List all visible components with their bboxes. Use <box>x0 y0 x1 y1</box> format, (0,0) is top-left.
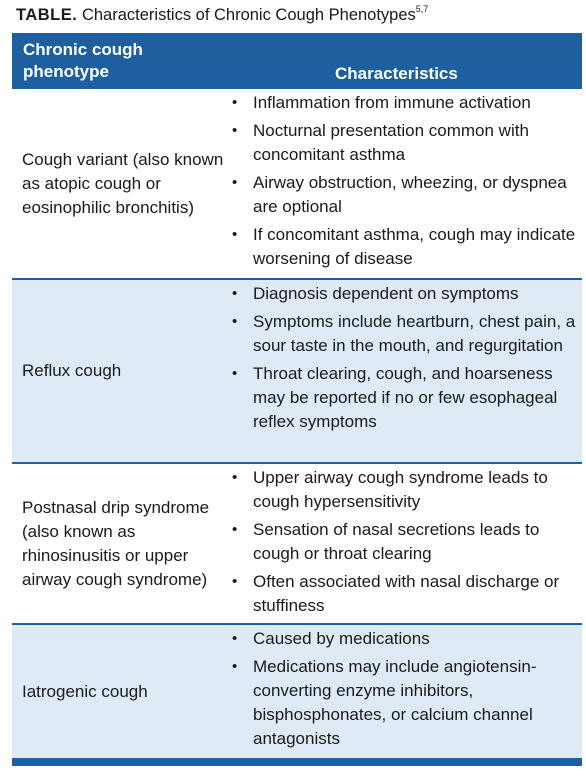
characteristics-list <box>232 282 577 438</box>
table-label: TABLE. <box>16 6 78 24</box>
bullet-icon: • <box>232 365 238 382</box>
list-item: • Throat clearing, cough, and hoarseness may be reported if no or few esophageal reflex symptoms <box>232 364 558 431</box>
list-item: • Often associated with nasal discharge or stuffiness <box>232 572 560 615</box>
bullet-icon: • <box>232 469 238 486</box>
list-item: • Medications may include angiotensin-converting enzyme inhibitors, bisphosphonates, or calcium channel antagonists <box>232 657 537 748</box>
table-row <box>12 625 582 758</box>
bullet-icon: • <box>232 94 238 111</box>
bullet-icon: • <box>232 521 238 538</box>
characteristics-list <box>232 466 577 622</box>
phenotype-cell: Iatrogenic cough <box>22 681 148 701</box>
table-row <box>12 89 582 280</box>
table-caption <box>16 4 428 26</box>
list-item: • If concomitant asthma, cough may indicate worsening of disease <box>232 225 576 268</box>
list-item: • Diagnosis dependent on symptoms <box>232 282 577 306</box>
phenotype-cell: Reflux cough <box>22 361 122 380</box>
list-item: • Nocturnal presentation common with concomitant asthma <box>232 121 529 164</box>
header-characteristics: Characteristics <box>335 64 458 83</box>
header-phenotype: Chronic cough phenotype <box>23 40 143 81</box>
phenotype-table <box>12 33 582 766</box>
characteristics-list <box>232 627 577 755</box>
phenotype-cell: Cough variant (also known as atopic cough or eosinophilic bronchitis) <box>22 149 224 217</box>
list-item: • Sensation of nasal secretions leads to cough or throat clearing <box>232 520 540 563</box>
bullet-icon: • <box>232 313 238 330</box>
list-item: • Airway obstruction, wheezing, or dyspnea are optional <box>232 173 567 216</box>
bullet-icon: • <box>232 226 238 243</box>
reference-superscript: 5,7 <box>415 4 429 14</box>
bullet-icon: • <box>232 658 238 675</box>
table-row <box>12 280 582 464</box>
bullet-icon: • <box>232 174 238 191</box>
list-item: • Caused by medications <box>232 627 577 651</box>
table-title: Characteristics of Chronic Cough Phenotypes <box>81 6 416 24</box>
bullet-icon: • <box>232 573 238 590</box>
list-item: • Symptoms include heartburn, chest pain, a sour taste in the mouth, and regurgitation <box>232 312 576 355</box>
list-item: • Upper airway cough syndrome leads to cough hypersensitivity <box>232 468 548 511</box>
bullet-icon: • <box>232 285 238 302</box>
bullet-icon: • <box>232 122 238 139</box>
characteristics-list <box>232 91 577 275</box>
table-row <box>12 464 582 625</box>
table-header <box>12 33 582 89</box>
phenotype-cell: Postnasal drip syndrome (also known as rhinosinusitis or upper airway cough syndrome) <box>22 497 210 589</box>
table-footer-bar <box>12 758 582 766</box>
bullet-icon: • <box>232 630 238 647</box>
list-item: • Inflammation from immune activation <box>232 91 577 115</box>
